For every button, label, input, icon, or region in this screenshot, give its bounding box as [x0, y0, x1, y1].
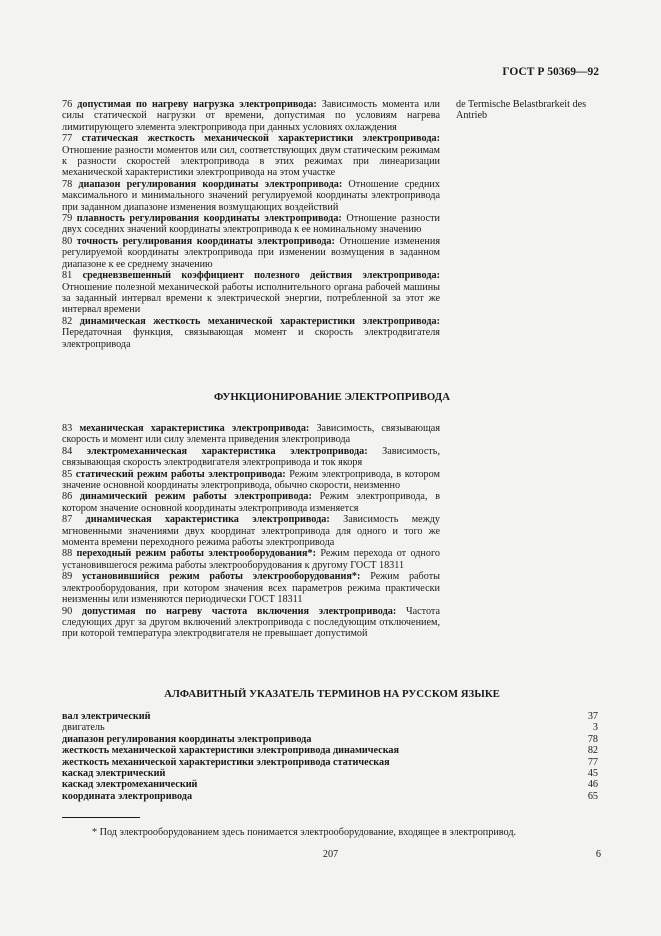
index-row — [62, 745, 598, 756]
alphabetical-index — [62, 711, 598, 802]
index-term: вал электрический — [62, 711, 151, 722]
index-row — [62, 791, 598, 802]
term-number: 78 — [62, 178, 73, 190]
index-number: 82 — [587, 745, 598, 757]
term-name: динамический режим работы электропривода: — [79, 491, 312, 503]
term-number: 86 — [62, 491, 73, 503]
term-number: 88 — [62, 548, 73, 560]
sheet-number: 6 — [595, 849, 601, 860]
index-term: жесткость механической характеристики электропривода динамическая — [62, 745, 400, 757]
index-row — [62, 734, 598, 745]
foreign-equivalent-note: de Termische Belastbrarkeit des Antrieb — [456, 99, 587, 122]
term-definition: Режим электропривода, в котором значение основной координаты электропривода, обычно скорости, неизменно — [62, 468, 440, 492]
footnote: * Под электрооборудованием здесь понимается электрооборудование, входящее в электропривод. — [92, 827, 517, 838]
term-entry — [62, 423, 440, 446]
term-number: 89 — [62, 571, 73, 583]
term-entry — [62, 469, 440, 492]
index-row — [62, 757, 598, 768]
index-row — [62, 768, 598, 779]
term-number: 87 — [62, 514, 73, 526]
term-definition: Отношение разности моментов или сил, соответствующих двум статическим режимам к разности скоростей электропривода в этих режимах при линеаризации механической характеристики электропривода на этом участке — [62, 144, 440, 179]
term-entry — [62, 213, 440, 236]
term-name: средневзвешенный коэффициент полезного действия электропривода: — [82, 270, 440, 282]
term-number: 90 — [62, 605, 73, 617]
document-header: ГОСТ Р 50369—92 — [502, 66, 599, 78]
term-number: 77 — [62, 133, 73, 145]
term-entry — [62, 99, 440, 133]
term-entry — [62, 270, 440, 316]
term-definition: Зависимость между мгновенными значениями двух координат электропривода для одного и того же момента времени переходного режима работы электропривода — [62, 514, 441, 549]
term-number: 83 — [62, 423, 73, 434]
index-number: 46 — [587, 779, 598, 791]
term-name: переходный режим работы электрооборудования*: — [76, 548, 316, 560]
term-name: динамическая жесткость механической характеристики электропривода: — [79, 315, 440, 327]
section-title-index: АЛФАВИТНЫЙ УКАЗАТЕЛЬ ТЕРМИНОВ НА РУССКОМ ЯЗЫКЕ — [164, 688, 500, 700]
term-entry — [62, 491, 440, 514]
term-name: статическая жесткость механической характеристики электропривода: — [81, 133, 440, 145]
term-number: 79 — [62, 213, 73, 225]
footnote-divider — [62, 817, 140, 818]
term-definition: Отношение средних максимального и минимального значений регулируемой координаты электропривода при заданном диапазоне изменения возмущающих воздействий — [62, 178, 440, 213]
term-entry — [62, 571, 440, 605]
term-entry — [62, 316, 440, 350]
index-number: 3 — [592, 722, 598, 734]
term-entry — [62, 514, 440, 548]
term-name: электромеханическая характеристика электропривода: — [86, 445, 368, 457]
term-entry — [62, 606, 440, 640]
term-name: точность регулирования координаты электропривода: — [76, 235, 335, 247]
term-entry — [62, 179, 440, 213]
term-definition: Зависимость, связывающая скорость электродвигателя электропривода и ток якоря — [62, 445, 440, 469]
index-term: двигатель — [62, 722, 105, 734]
index-row — [62, 722, 598, 733]
term-name: допустимая по нагреву частота включения электропривода: — [81, 605, 397, 617]
index-number: 45 — [587, 767, 598, 779]
term-name: плавность регулирования координаты электропривода: — [76, 213, 342, 225]
term-definition: Режим электропривода, в котором значение основной координаты электропривода изменяется — [62, 491, 441, 514]
term-definition: Частота следующих друг за другом включений электропривода с последующим отключением, при которой температура электродвигателя не превышает допустимой — [62, 605, 441, 640]
page-number: 207 — [322, 849, 339, 860]
term-entry — [62, 236, 440, 270]
term-name: механическая характеристика электропривода: — [79, 423, 310, 434]
entries-top — [62, 99, 440, 350]
term-definition: Зависимость, связывающая скорость и момент или силу элемента приведения электропривода — [62, 423, 441, 446]
term-definition: Отношение разности двух соседних значений координаты электропривода к ее номинальному значению — [62, 213, 440, 236]
term-number: 80 — [62, 235, 73, 247]
term-definition: Передаточная функция, связывающая момент и скорость электродвигателя электропривода — [62, 327, 440, 350]
term-entry — [62, 446, 440, 469]
term-definition: Отношение изменения регулируемой координаты электропривода при изменении возмущения в заданном диапазоне к ее среднему значению — [62, 235, 440, 270]
index-term: жесткость механической характеристики электропривода статическая — [62, 756, 390, 768]
term-number: 76 — [62, 99, 73, 110]
index-row — [62, 711, 598, 722]
term-name: установившийся режим работы электрооборудования*: — [81, 571, 361, 583]
term-number: 84 — [62, 445, 73, 457]
term-number: 85 — [62, 468, 73, 480]
term-definition: Отношение полезной механической работы исполнительного органа рабочей машины за заданный интервал времени к электрической энергии, потребленной за этот же интервал времени — [62, 281, 440, 316]
term-name: динамическая характеристика электропривода: — [85, 514, 330, 526]
term-definition: Зависимость момента или силы статической нагрузки от времени, допустимая по условиям нагрева лимитирующего элемента электропривода при данных условиях охлаждения — [62, 99, 440, 133]
entries-mid — [62, 423, 440, 640]
term-definition: Режим перехода от одного установившегося режима работы электрооборудования к другому ГОСТ 18311 — [62, 548, 440, 571]
index-number: 65 — [587, 790, 598, 802]
index-row — [62, 779, 598, 790]
index-term: каскад электрический — [62, 767, 166, 779]
section-title-functioning: ФУНКЦИОНИРОВАНИЕ ЭЛЕКТРОПРИВОДА — [213, 391, 451, 403]
index-term: диапазон регулирования координаты электропривода — [62, 733, 312, 745]
index-number: 37 — [587, 711, 598, 722]
term-number: 82 — [62, 315, 73, 327]
index-term: каскад электромеханический — [62, 779, 198, 791]
index-term: координата электропривода — [62, 790, 193, 802]
term-name: диапазон регулирования координаты электропривода: — [78, 178, 343, 190]
term-name: допустимая по нагреву нагрузка электропривода: — [77, 99, 317, 110]
term-name: статический режим работы электропривода: — [75, 468, 286, 480]
index-number: 77 — [587, 756, 598, 768]
term-entry — [62, 548, 440, 571]
term-entry — [62, 133, 440, 179]
index-number: 78 — [587, 733, 598, 745]
term-definition: Режим работы электрооборудования, при котором значения всех параметров режима практически неизменны или изменяются периодически ГОСТ 18311 — [62, 571, 440, 606]
term-number: 81 — [62, 270, 73, 282]
